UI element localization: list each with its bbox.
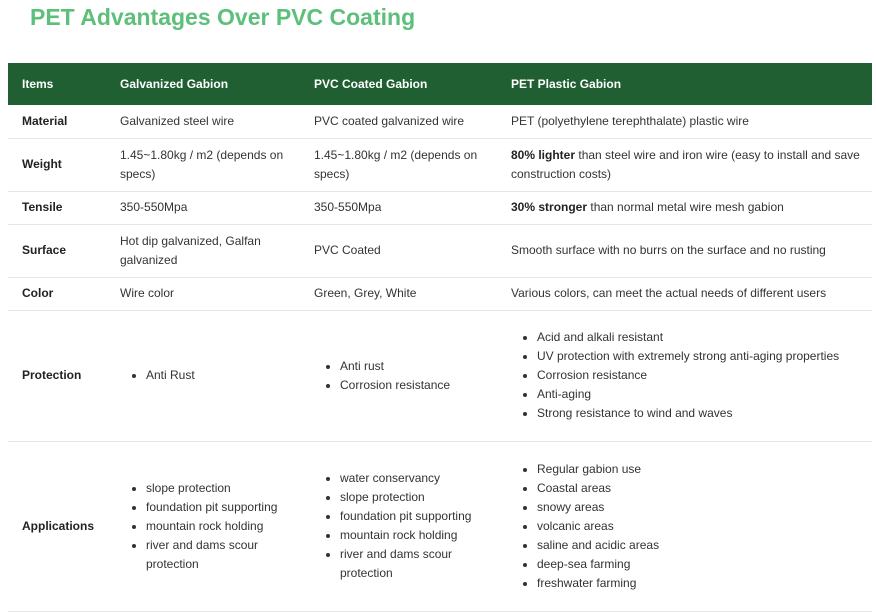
cell-pvc: Green, Grey, White: [300, 277, 497, 310]
cell-pvc: 1.45~1.80kg / m2 (depends on specs): [300, 138, 497, 191]
header-pet: PET Plastic Gabion: [511, 77, 622, 91]
list-item: • river and dams scour protection: [340, 545, 487, 583]
table-row-color: [8, 277, 872, 310]
list-item: • slope protection: [146, 479, 290, 498]
row-label: Applications: [8, 441, 106, 611]
highlight-text: 80% lighter: [511, 147, 576, 162]
row-label: Weight: [8, 138, 106, 191]
list-item: • mountain rock holding: [146, 517, 290, 536]
list-item: • Anti rust: [340, 357, 487, 376]
cell-pet: [497, 138, 872, 191]
cell-pvc: [300, 310, 497, 441]
list-item: • Strong resistance to wind and waves: [537, 404, 862, 423]
cell-galvanized: [106, 310, 300, 441]
cell-text: than steel wire and iron wire (easy to install and save construction costs): [511, 147, 860, 181]
table-row-applications: [8, 441, 872, 611]
table-header-row: [8, 63, 872, 105]
bullet-list: [511, 328, 862, 423]
cell-galvanized: [106, 441, 300, 611]
cell-pet: [497, 441, 872, 611]
list-item: • slope protection: [340, 488, 487, 507]
page-title: PET Advantages Over PVC Coating: [30, 4, 416, 30]
cell-pvc: PVC Coated: [300, 224, 497, 277]
cell-pvc: 350-550Mpa: [300, 191, 497, 224]
list-item: • foundation pit supporting: [146, 498, 290, 517]
header-pvc: PVC Coated Gabion: [314, 77, 428, 91]
list-item: • freshwater farming: [537, 574, 862, 593]
list-item: • Anti-aging: [537, 385, 862, 404]
row-label: Material: [8, 105, 106, 138]
row-label: Protection: [8, 310, 106, 441]
cell-pvc: [300, 441, 497, 611]
table-row-surface: [8, 224, 872, 277]
list-item: • snowy areas: [537, 498, 862, 517]
list-item: • UV protection with extremely strong anti-aging properties: [537, 347, 862, 366]
list-item: • river and dams scour protection: [146, 536, 290, 574]
bullet-list: [120, 366, 290, 385]
list-item: • Corrosion resistance: [537, 366, 862, 385]
bullet-list: [314, 469, 487, 583]
table-row-protection: [8, 310, 872, 441]
table-row-tensile: [8, 191, 872, 224]
list-item: • Regular gabion use: [537, 460, 862, 479]
cell-pet: [497, 310, 872, 441]
list-item: • mountain rock holding: [340, 526, 487, 545]
list-item: • volcanic areas: [537, 517, 862, 536]
bullet-list: [120, 479, 290, 574]
list-item: • Anti Rust: [146, 366, 290, 385]
cell-pvc: PVC coated galvanized wire: [300, 105, 497, 138]
cell-galvanized: Wire color: [106, 277, 300, 310]
cell-galvanized: 350-550Mpa: [106, 191, 300, 224]
row-label: Tensile: [8, 191, 106, 224]
table-row-material: [8, 105, 872, 138]
list-item: • foundation pit supporting: [340, 507, 487, 526]
cell-pet: Various colors, can meet the actual needs of different users: [497, 277, 872, 310]
cell-text: than normal metal wire mesh gabion: [587, 200, 784, 214]
comparison-table: [8, 63, 872, 612]
row-label: Color: [8, 277, 106, 310]
cell-galvanized: Galvanized steel wire: [106, 105, 300, 138]
cell-galvanized: Hot dip galvanized, Galfan galvanized: [106, 224, 300, 277]
list-item: • Corrosion resistance: [340, 376, 487, 395]
list-item: • Coastal areas: [537, 479, 862, 498]
list-item: • saline and acidic areas: [537, 536, 862, 555]
header-items: Items: [22, 77, 54, 91]
list-item: • deep-sea farming: [537, 555, 862, 574]
cell-pet: [497, 191, 872, 224]
list-item: • Acid and alkali resistant: [537, 328, 862, 347]
bullet-list: [314, 357, 487, 395]
header-galvanized: Galvanized Gabion: [120, 77, 229, 91]
list-item: • water conservancy: [340, 469, 487, 488]
cell-pet: Smooth surface with no burrs on the surface and no rusting: [497, 224, 872, 277]
highlight-text: 30% stronger: [511, 200, 588, 214]
bullet-list: [511, 460, 862, 593]
cell-galvanized: 1.45~1.80kg / m2 (depends on specs): [106, 138, 300, 191]
table-row-weight: [8, 138, 872, 191]
cell-pet: PET (polyethylene terephthalate) plastic wire: [497, 105, 872, 138]
row-label: Surface: [8, 224, 106, 277]
